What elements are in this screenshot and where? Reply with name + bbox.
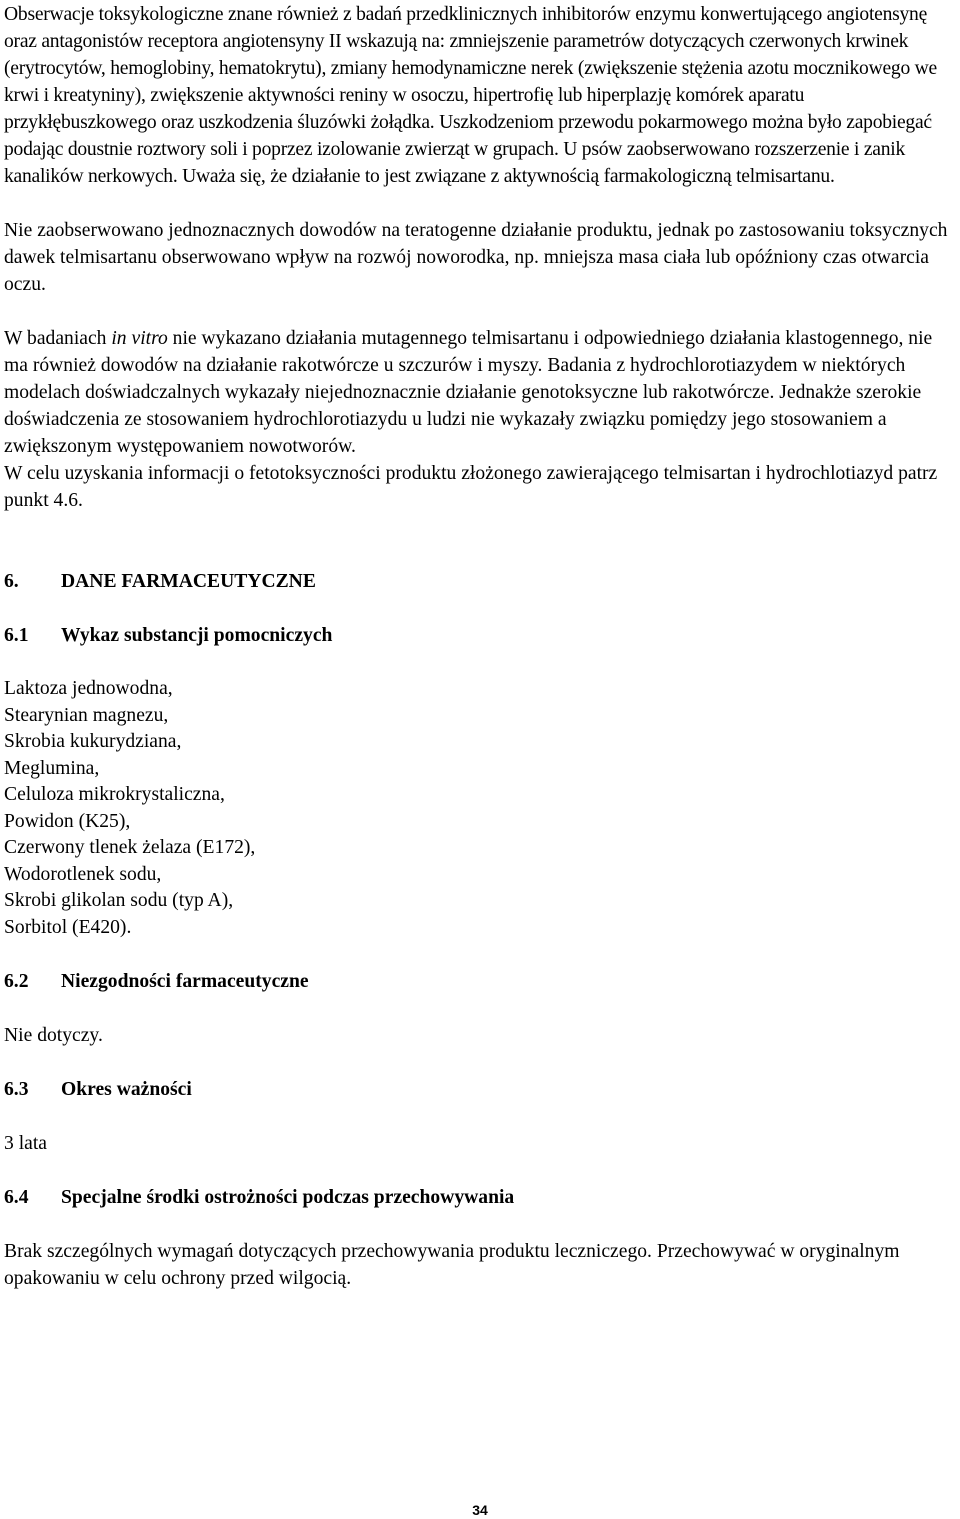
document-page — [4, 0, 954, 1292]
section-6-heading — [4, 568, 954, 595]
spacer — [4, 1157, 954, 1184]
toxicology-paragraph-1: Obserwacje toksykologiczne znane również z badań przedklinicznych inhibitorów enzymu konwertującego angiotensynę oraz antagonistów receptora angiotensyny II wskazują na: zmniejszenie parametrów dotyczących czerwonych krwinek (erytrocytów, hemoglobiny, hematokrytu), zmiany hemodynamiczne nerek (zwiększenie stężenia azotu mocznikowego we krwi i kreatyniny), zwiększenie aktywności reniny w osoczu, hipertrofię lub hiperplazję komórek aparatu przykłębuszkowego oraz uszkodzenia śluzówki żołądka. Uszkodzeniom przewodu pokarmowego można było zapobiegać podając doustnie roztwory soli i poprzez izolowanie zwierząt w grupach. U psów zaobserwowano rozszerzenie i zanik kanalików nerkowych. Uważa się, że działanie to jest związane z aktywnością farmakologiczną telmisartanu. — [4, 4, 938, 187]
section-number: 6.1 — [4, 625, 29, 646]
toxicology-paragraph-2: Nie zaobserwowano jednoznacznych dowodów na teratogenne działanie produktu, jednak po zastosowaniu toksycznych dawek telmisartanu obserwowano wpływ na rozwój noworodka, np. mniejsza masa ciała lub opóźniony czas otwarcia oczu. — [4, 220, 948, 295]
list-item: Meglumina, — [4, 757, 100, 779]
in-vitro-term: in vitro — [111, 328, 168, 349]
list-item: Skrobi glikolan sodu (typ A), — [4, 890, 234, 911]
list-item: Stearynian magnezu, — [4, 704, 169, 726]
list-item: Laktoza jednowodna, — [4, 678, 173, 699]
section-6-1-heading — [4, 622, 954, 649]
section-number: 6.4 — [4, 1187, 29, 1208]
spacer — [4, 514, 954, 541]
section-6-3-heading — [4, 1076, 954, 1103]
excipients-list — [4, 676, 954, 941]
section-title: Okres ważności — [61, 1079, 192, 1100]
spacer — [4, 995, 954, 1022]
spacer — [4, 541, 954, 568]
spacer — [4, 649, 954, 676]
spacer — [4, 298, 954, 325]
toxicology-paragraph-4: W celu uzyskania informacji o fetotoksyczności produktu złożonego zawierającego telmisartan i hydrochlotiazyd patrz punkt 4.6. — [4, 463, 938, 511]
list-item: Skrobia kukurydziana, — [4, 731, 182, 752]
section-number: 6.2 — [4, 971, 29, 992]
list-item: Celuloza mikrokrystaliczna, — [4, 784, 225, 805]
section-6-4-text: Brak szczególnych wymagań dotyczących przechowywania produktu leczniczego. Przechowywać w oryginalnym opakowaniu w celu ochrony przed wilgocią. — [4, 1241, 900, 1289]
toxicology-paragraph-3 — [4, 325, 954, 460]
section-number: 6.3 — [4, 1079, 29, 1100]
section-6-3-text: 3 lata — [4, 1133, 47, 1154]
section-title: Niezgodności farmaceutyczne — [61, 971, 309, 992]
paragraph-3-text-start: W badaniach — [4, 328, 112, 349]
section-6-4-heading — [4, 1184, 954, 1211]
spacer — [4, 595, 954, 622]
section-6-2-text: Nie dotyczy. — [4, 1025, 103, 1046]
section-number: 6. — [4, 571, 19, 592]
spacer — [4, 941, 954, 968]
page-number: 34 — [472, 1502, 488, 1518]
paragraph-3-text-rest: nie wykazano działania mutagennego telmisartanu i odpowiedniego działania klastogennego, nie ma również dowodów na działanie rakotwórcze u szczurów i myszy. Badania z hydrochlorotiazydem w niektórych modelach doświadczalnych wykazały niejednoznacznie działanie genotoksyczne lub rakotwórcze. Jednakże szerokie doświadczenia ze stosowaniem hydrochlorotiazydu u ludzi nie wykazały związku pomiędzy jego stosowaniem a zwiększonym występowaniem nowotworów. — [4, 328, 933, 457]
section-6-2-heading — [4, 968, 954, 995]
list-item: Wodorotlenek sodu, — [4, 863, 162, 885]
spacer — [4, 190, 954, 217]
list-item: Czerwony tlenek żelaza (E172), — [4, 837, 256, 858]
section-title: Wykaz substancji pomocniczych — [61, 625, 333, 646]
section-title: DANE FARMACEUTYCZNE — [61, 571, 316, 592]
list-item: Sorbitol (E420). — [4, 916, 132, 938]
spacer — [4, 1211, 954, 1238]
list-item: Powidon (K25), — [4, 810, 131, 832]
section-title: Specjalne środki ostrożności podczas przechowywania — [61, 1187, 515, 1208]
spacer — [4, 1049, 954, 1076]
spacer — [4, 1103, 954, 1130]
